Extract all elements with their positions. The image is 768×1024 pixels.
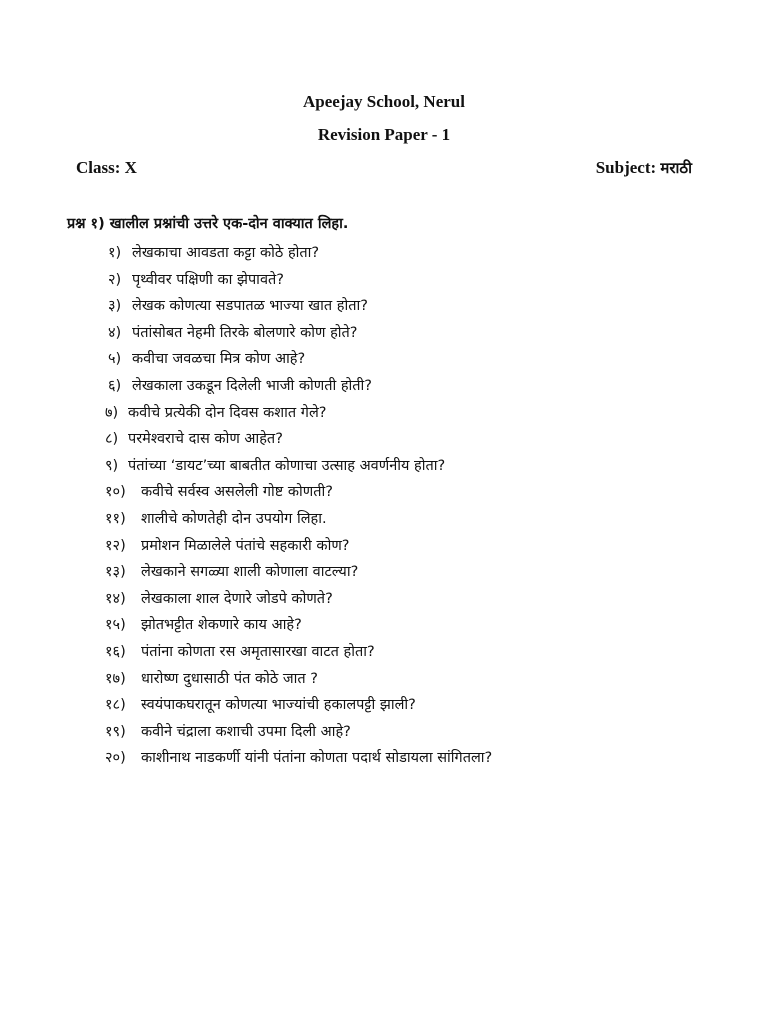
question-number: २०) bbox=[105, 750, 126, 767]
question-text: कवीने चंद्राला कशाची उपमा दिली आहे? bbox=[141, 723, 351, 740]
question-number: १) bbox=[108, 245, 122, 261]
question-text: कवीचा जवळचा मित्र कोण आहे? bbox=[132, 351, 306, 368]
question-text: धारोष्ण दुधासाठी पंत कोठे जात ? bbox=[141, 670, 318, 687]
subject-value: मराठी bbox=[660, 159, 692, 177]
class-info bbox=[76, 158, 137, 178]
question-text: लेखकाने सगळ्या शाली कोणाला वाटल्या? bbox=[141, 564, 359, 581]
question-text: पृथ्वीवर पक्षिणी का झेपावते? bbox=[132, 271, 284, 288]
class-label: Class: bbox=[76, 158, 121, 177]
question-number: १९) bbox=[105, 723, 126, 740]
question-number: १५) bbox=[105, 617, 126, 634]
question-text: प्रमोशन मिळालेले पंतांचे सहकारी कोण? bbox=[141, 537, 350, 554]
question-number: १७) bbox=[105, 670, 126, 687]
question-number: १०) bbox=[105, 484, 126, 501]
question-text: लेखकाला उकडून दिलेली भाजी कोणती होती? bbox=[132, 377, 373, 394]
subject-label: Subject: bbox=[595, 158, 657, 177]
question-number: ७) bbox=[105, 404, 119, 421]
question-text: पंतांसोबत नेहमी तिरके बोलणारे कोण होते? bbox=[132, 324, 358, 341]
question-number: १८) bbox=[105, 697, 126, 714]
subject-info bbox=[596, 158, 692, 178]
question-text: काशीनाथ नाडकर्णी यांनी पंतांना कोणता पदार्थ सोडायला सांगितला? bbox=[141, 750, 493, 767]
question-text: पंतांना कोणता रस अमृतासारखा वाटत होता? bbox=[141, 643, 375, 660]
question-number: १४) bbox=[105, 590, 126, 607]
question-text: स्वयंपाकघरातून कोणत्या भाज्यांची हकालपट्टी झाली? bbox=[141, 697, 416, 714]
question-number: ४) bbox=[108, 324, 122, 341]
question-text: कवीचे सर्वस्व असलेली गोष्ट कोणती? bbox=[141, 484, 333, 501]
question-number: २) bbox=[108, 271, 122, 288]
question-text: झोतभट्टीत शेकणारे काय आहे? bbox=[141, 617, 302, 634]
question-number: ११) bbox=[105, 510, 126, 527]
question-number: १६) bbox=[105, 643, 126, 660]
question-text: लेखक कोणत्या सडपातळ भाज्या खात होता? bbox=[132, 298, 368, 315]
class-value: X bbox=[124, 158, 137, 177]
question-number: १२) bbox=[105, 537, 126, 554]
question-text: परमेश्वराचे दास कोण आहेत? bbox=[128, 431, 283, 448]
question-text: पंतांच्या ‘डायट’च्या बाबतीत कोणाचा उत्साह अवर्णनीय होता? bbox=[128, 457, 446, 474]
question-number: ८) bbox=[105, 431, 119, 448]
question-text: लेखकाचा आवडता कट्टा कोठे होता? bbox=[132, 245, 320, 261]
question-heading: प्रश्न १) खालील प्रश्नांची उत्तरे एक-दोन वाक्यात लिहा. bbox=[67, 216, 349, 232]
question-text: शालीचे कोणतेही दोन उपयोग लिहा. bbox=[141, 510, 327, 527]
question-number: ५) bbox=[108, 351, 122, 368]
question-number: १३) bbox=[105, 564, 126, 581]
question-number: ३) bbox=[108, 298, 122, 315]
question-text: कवीचे प्रत्येकी दोन दिवस कशात गेले? bbox=[128, 404, 327, 421]
question-number: ९) bbox=[105, 457, 119, 474]
question-number: ६) bbox=[108, 377, 122, 394]
question-text: लेखकाला शाल देणारे जोडपे कोणते? bbox=[141, 590, 333, 607]
school-name: Apeejay School, Nerul bbox=[303, 92, 465, 111]
paper-title: Revision Paper - 1 bbox=[317, 125, 451, 144]
